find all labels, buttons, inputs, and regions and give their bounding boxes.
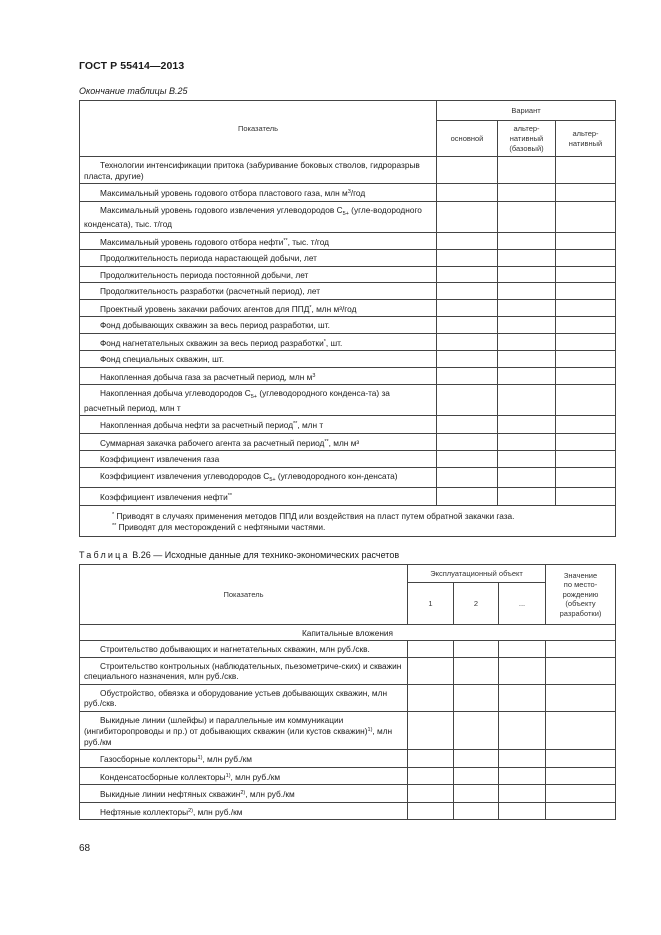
row-value-cell: [498, 317, 556, 334]
row-value-cell: [437, 232, 498, 250]
table-row: [80, 333, 616, 351]
row-value-cell: [498, 416, 556, 434]
row-value-cell: [498, 232, 556, 250]
row-indicator: Строительство добывающих и нагнетательных скважин, млн руб./скв.: [80, 641, 408, 658]
table-row: [80, 201, 616, 232]
row-value-cell: [498, 467, 556, 488]
row-indicator: Конденсатосборные коллекторы$^{1)}$, млн руб./км: [80, 767, 408, 785]
row-indicator: Продолжительность периода постоянной добычи, лет: [80, 266, 437, 283]
header-object-2: 2: [454, 583, 499, 625]
header-object-1: 1: [408, 583, 454, 625]
row-value-cell: [556, 333, 616, 351]
table-notes: * Приводят в случаях применения методов ППД или воздействия на пласт путем обратной закачки газа. ** Приводят для месторождений с нефтяными частями.: [80, 505, 616, 536]
row-value-cell: [498, 333, 556, 351]
row-value-cell: [498, 266, 556, 283]
row-value-cell: [546, 684, 616, 711]
row-value-cell: [499, 657, 546, 684]
row-value-cell: [556, 351, 616, 368]
table-row: [80, 767, 616, 785]
row-value-cell: [437, 201, 498, 232]
table-row: [80, 232, 616, 250]
header-alt-base: альтер- нативный (базовый): [498, 121, 556, 157]
table-row: [80, 351, 616, 368]
table-row: [80, 802, 616, 820]
row-value-cell: [408, 657, 454, 684]
row-indicator: Выкидные линии нефтяных скважин$^{2)}$, млн руб./км: [80, 785, 408, 803]
table-row: [80, 266, 616, 283]
row-value-cell: [498, 451, 556, 468]
page-number: 68: [79, 843, 91, 854]
header-field-value: Значение по место- рождению (объекту разработки): [546, 565, 616, 625]
row-value-cell: [454, 750, 499, 768]
row-indicator: Продолжительность разработки (расчетный период), лет: [80, 283, 437, 300]
row-value-cell: [437, 333, 498, 351]
row-indicator: Коэффициент извлечения углеводородов $С_{5+}$ (углеводородного кон-денсата): [80, 467, 437, 488]
row-value-cell: [499, 785, 546, 803]
row-value-cell: [437, 299, 498, 317]
table-row: [80, 785, 616, 803]
row-value-cell: [454, 767, 499, 785]
row-indicator: Фонд нагнетательных скважин за весь период разработки*, шт.: [80, 333, 437, 351]
table-row: [80, 157, 616, 184]
row-value-cell: [498, 157, 556, 184]
row-indicator: Обустройство, обвязка и оборудование устьев добывающих скважин, млн руб./скв.: [80, 684, 408, 711]
document-header: ГОСТ Р 55414—2013: [79, 60, 185, 72]
row-value-cell: [556, 367, 616, 385]
row-value-cell: [437, 467, 498, 488]
row-value-cell: [437, 416, 498, 434]
row-value-cell: [546, 711, 616, 750]
row-value-cell: [556, 201, 616, 232]
row-value-cell: [408, 750, 454, 768]
table-row: [80, 467, 616, 488]
row-indicator: Максимальный уровень годового отбора нефти**, тыс. т/год: [80, 232, 437, 250]
header-indicator-b26: Показатель: [80, 565, 408, 625]
table-row: [80, 488, 616, 506]
row-value-cell: [499, 750, 546, 768]
row-value-cell: [437, 317, 498, 334]
row-value-cell: [454, 802, 499, 820]
row-indicator: Накопленная добыча газа за расчетный период, млн $м^3$: [80, 367, 437, 385]
row-value-cell: [437, 367, 498, 385]
row-value-cell: [556, 184, 616, 202]
row-value-cell: [408, 711, 454, 750]
row-indicator: Продолжительность периода нарастающей добычи, лет: [80, 250, 437, 267]
row-value-cell: [454, 785, 499, 803]
row-value-cell: [499, 641, 546, 658]
header-object: Эксплуатационный объект: [408, 565, 546, 583]
table-row: [80, 684, 616, 711]
row-value-cell: [498, 367, 556, 385]
row-value-cell: [437, 250, 498, 267]
row-value-cell: [556, 317, 616, 334]
row-value-cell: [556, 488, 616, 506]
row-value-cell: [437, 433, 498, 451]
row-indicator: Фонд специальных скважин, шт.: [80, 351, 437, 368]
table-caption-b26: Таблица В.26 — Исходные данные для технико-экономических расчетов: [79, 550, 400, 560]
table-row: [80, 299, 616, 317]
row-indicator: Накопленная добыча нефти за расчетный период**, млн т: [80, 416, 437, 434]
row-indicator: Накопленная добыча углеводородов $С_{5+}$ (углеводородного конденса-та) за расчетный период, млн т: [80, 385, 437, 416]
row-value-cell: [556, 299, 616, 317]
row-value-cell: [454, 684, 499, 711]
row-value-cell: [556, 250, 616, 267]
row-value-cell: [437, 283, 498, 300]
row-value-cell: [408, 802, 454, 820]
table-row: [80, 283, 616, 300]
table-row: [80, 641, 616, 658]
row-indicator: Максимальный уровень годового извлечения углеводородов $С_{5+}$ (угле-водородного конденсата), тыс. т/год: [80, 201, 437, 232]
table-row: [80, 367, 616, 385]
row-indicator: Фонд добывающих скважин за весь период разработки, шт.: [80, 317, 437, 334]
row-value-cell: [498, 201, 556, 232]
row-indicator: Коэффициент извлечения газа: [80, 451, 437, 468]
table-row: [80, 451, 616, 468]
row-value-cell: [408, 767, 454, 785]
row-indicator: Нефтяные коллекторы$^{2)}$, млн руб./км: [80, 802, 408, 820]
table-row: [80, 250, 616, 267]
row-indicator: Строительство контрольных (наблюдательных, пьезометриче-ских) и скважин специального назначения, млн руб./скв.: [80, 657, 408, 684]
header-main: основной: [437, 121, 498, 157]
row-value-cell: [408, 684, 454, 711]
row-indicator: Максимальный уровень годового отбора пластового газа, млн $м^3$/год: [80, 184, 437, 202]
row-value-cell: [556, 266, 616, 283]
table-caption-b25: Окончание таблицы В.25: [79, 86, 188, 96]
row-indicator: Суммарная закачка рабочего агента за расчетный период**, млн м³: [80, 433, 437, 451]
row-value-cell: [556, 157, 616, 184]
row-value-cell: [556, 451, 616, 468]
table-row: [80, 711, 616, 750]
row-value-cell: [437, 266, 498, 283]
header-indicator: Показатель: [80, 101, 437, 157]
row-value-cell: [498, 351, 556, 368]
table-row: [80, 657, 616, 684]
row-value-cell: [546, 641, 616, 658]
row-value-cell: [498, 385, 556, 416]
table-row: [80, 385, 616, 416]
row-value-cell: [498, 283, 556, 300]
row-value-cell: [437, 351, 498, 368]
row-value-cell: [546, 785, 616, 803]
table-row: [80, 317, 616, 334]
row-value-cell: [437, 451, 498, 468]
row-value-cell: [498, 488, 556, 506]
row-value-cell: [499, 767, 546, 785]
header-object-dots: ...: [499, 583, 546, 625]
row-value-cell: [556, 433, 616, 451]
row-value-cell: [498, 299, 556, 317]
row-value-cell: [437, 184, 498, 202]
row-value-cell: [454, 641, 499, 658]
row-indicator: Коэффициент извлечения нефти**: [80, 488, 437, 506]
table-row: [80, 750, 616, 768]
row-value-cell: [499, 684, 546, 711]
row-value-cell: [546, 767, 616, 785]
note-2: Приводят для месторождений с нефтяными частями.: [116, 521, 326, 532]
header-alt: альтер- нативный: [556, 121, 616, 157]
section-capital-investments: Капитальные вложения: [80, 625, 616, 641]
row-value-cell: [498, 250, 556, 267]
row-value-cell: [556, 467, 616, 488]
row-value-cell: [556, 416, 616, 434]
row-value-cell: [498, 433, 556, 451]
row-value-cell: [556, 385, 616, 416]
header-variant: Вариант: [437, 101, 616, 121]
row-value-cell: [498, 184, 556, 202]
row-value-cell: [437, 385, 498, 416]
row-indicator: Газосборные коллекторы$^{1)}$, млн руб./км: [80, 750, 408, 768]
row-value-cell: [546, 802, 616, 820]
row-value-cell: [546, 750, 616, 768]
row-indicator: Проектный уровень закачки рабочих агентов для ППД*, млн м³/год: [80, 299, 437, 317]
row-value-cell: [499, 711, 546, 750]
row-value-cell: [408, 785, 454, 803]
row-value-cell: [454, 657, 499, 684]
table-row: [80, 184, 616, 202]
table-b26: [79, 564, 616, 820]
row-value-cell: [437, 157, 498, 184]
row-indicator: Технологии интенсификации притока (забуривание боковых стволов, гидроразрыв пласта, другие): [80, 157, 437, 184]
note-1: Приводят в случаях применения методов ППД или воздействия на пласт путем обратной закачки газа.: [114, 510, 515, 521]
row-indicator: Выкидные линии (шлейфы) и параллельные им коммуникации (ингибиторопроводы и пр.) от добывающих скважин (или кустов скважин)$^{1)}$, млн руб./км: [80, 711, 408, 750]
row-value-cell: [408, 641, 454, 658]
table-row: [80, 416, 616, 434]
table-row: [80, 433, 616, 451]
row-value-cell: [556, 232, 616, 250]
row-value-cell: [437, 488, 498, 506]
row-value-cell: [499, 802, 546, 820]
row-value-cell: [546, 657, 616, 684]
row-value-cell: [556, 283, 616, 300]
table-b25: [79, 100, 616, 537]
row-value-cell: [454, 711, 499, 750]
